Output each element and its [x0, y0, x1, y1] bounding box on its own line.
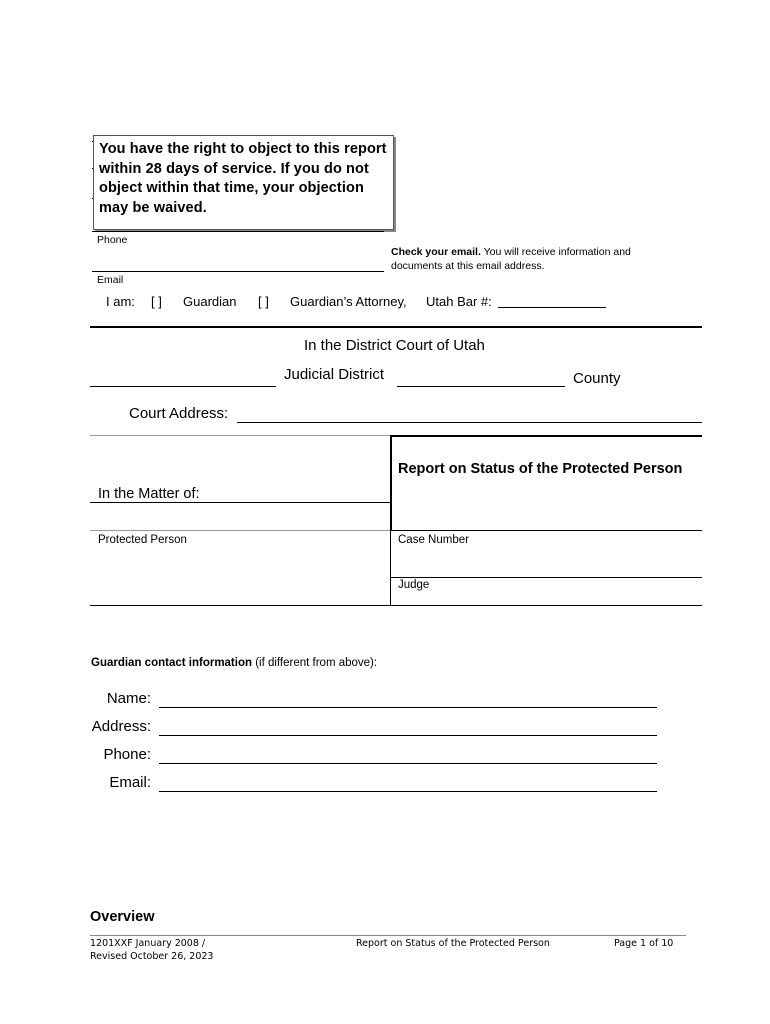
guardian-address-line[interactable]: [159, 735, 657, 736]
guardian-phone-label: Phone:: [103, 746, 151, 763]
email-line[interactable]: [92, 271, 384, 272]
utah-bar-label: Utah Bar #:: [426, 294, 492, 309]
caption-top-right: [390, 435, 702, 437]
judge-label: Judge: [398, 579, 430, 591]
guardian-contact-heading-rest: (if different from above):: [252, 657, 378, 669]
guardian-contact-heading-bold: Guardian contact information: [91, 657, 253, 669]
guardian-email-label: Email:: [109, 774, 151, 791]
footer-line: [90, 935, 686, 936]
judicial-district-label: Judicial District: [284, 366, 385, 383]
footer-form-id: [90, 937, 213, 963]
caption-divider-lower: [390, 531, 391, 605]
guardian-checkbox[interactable]: [ ]: [151, 294, 162, 309]
judicial-district-line[interactable]: [90, 386, 276, 387]
iam-label: I am:: [106, 294, 135, 309]
guardian-name-label: Name:: [106, 690, 151, 707]
footer-page-number: Page 1 of 10: [614, 938, 674, 949]
guardian-option-label: Guardian: [183, 294, 237, 309]
matter-line: [90, 502, 390, 503]
email-note: [391, 245, 681, 273]
guardian-address-label: Address:: [91, 718, 151, 735]
overview-heading: Overview: [90, 909, 155, 925]
footer-form-id-line1: 1201XXF January 2008 /: [90, 938, 206, 949]
matter-label: In the Matter of:: [98, 486, 200, 502]
report-title: Report on Status of the Protected Person: [398, 461, 683, 477]
court-title: In the District Court of Utah: [304, 337, 485, 354]
header-separator: [90, 326, 702, 328]
phone-label: Phone: [97, 234, 128, 246]
guardian-name-line[interactable]: [159, 707, 657, 708]
caption-divider: [390, 435, 392, 531]
email-note-rest: You will receive information and documents at this email address.: [391, 246, 631, 272]
case-number-line-top: [390, 530, 702, 531]
guardian-contact-heading: [91, 657, 377, 669]
email-note-bold: Check your email.: [391, 246, 481, 258]
protected-person-label: Protected Person: [98, 534, 187, 546]
guardian-phone-line[interactable]: [159, 763, 657, 764]
utah-bar-line[interactable]: [498, 307, 606, 308]
objection-warning-text: You have the right to object to this report within 28 days of service. If you do not object within that time, your objection may be waived.: [99, 141, 387, 216]
footer-doc-title: Report on Status of the Protected Person: [356, 938, 550, 949]
court-address-label: Court Address:: [129, 405, 229, 422]
county-line[interactable]: [397, 386, 565, 387]
attorney-checkbox[interactable]: [ ]: [258, 294, 269, 309]
attorney-option-label: Guardian’s Attorney,: [290, 294, 407, 309]
caption-top-left: [90, 435, 390, 436]
protected-person-line[interactable]: [90, 530, 390, 531]
caption-bottom-line: [90, 605, 702, 606]
court-address-line[interactable]: [237, 422, 702, 423]
phone-line[interactable]: [92, 231, 384, 232]
footer-form-id-line2: Revised October 26, 2023: [90, 951, 214, 962]
guardian-email-line[interactable]: [159, 791, 657, 792]
case-number-label: Case Number: [398, 534, 469, 546]
email-label: Email: [97, 274, 124, 286]
county-label: County: [573, 370, 621, 387]
case-number-line[interactable]: [390, 577, 702, 578]
